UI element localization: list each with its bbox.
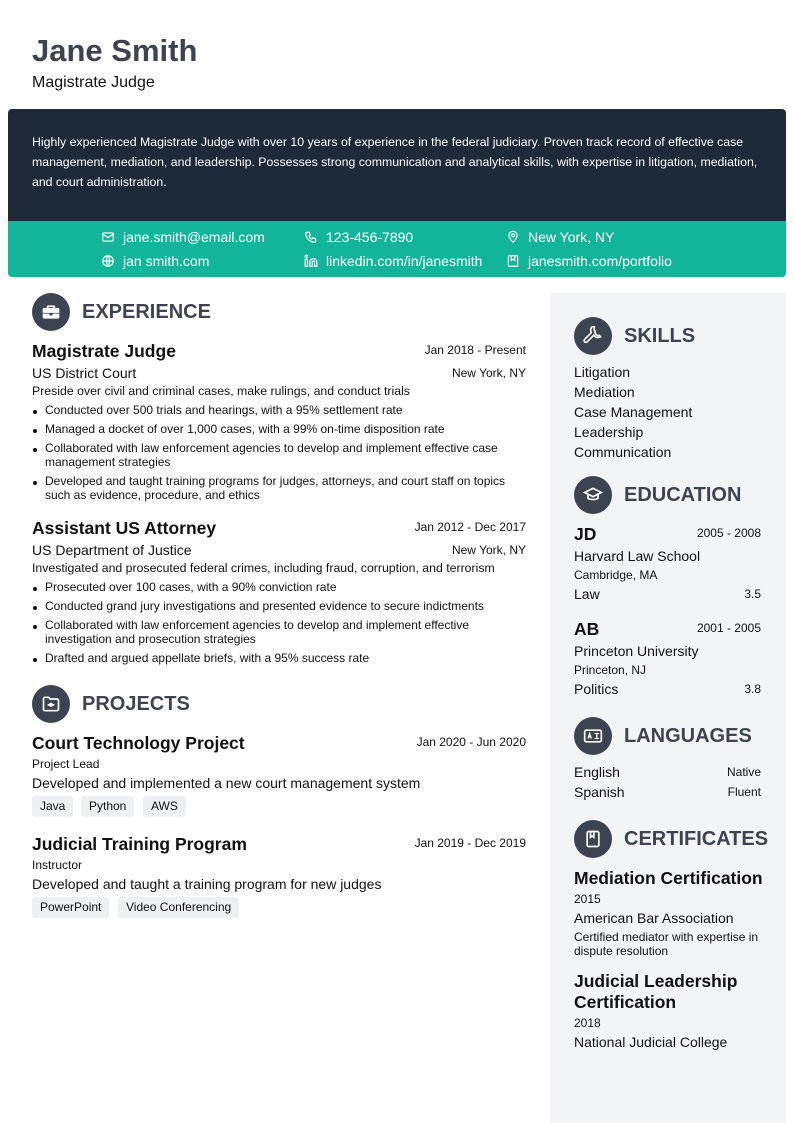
cert-description: Certified mediator with expertise in dispute resolution [574,930,759,958]
job-role: Magistrate Judge [32,341,176,361]
folder-icon [32,685,70,723]
contact-location-text: New York, NY [528,229,615,245]
job-location: New York, NY [451,543,526,557]
candidate-title: Magistrate Judge [32,74,155,91]
job-dates: Jan 2012 - Dec 2017 [414,520,526,534]
candidate-name: Jane Smith [32,33,198,68]
contact-email[interactable] [101,228,265,246]
resume-header [32,32,197,93]
project-dates: Jan 2020 - Jun 2020 [416,735,526,749]
project-description: Developed and taught a training program for new judges [32,876,382,892]
language-level: Fluent [727,785,761,799]
contact-location [506,228,614,246]
graduation-cap-icon [574,476,612,514]
contact-phone[interactable] [304,228,413,246]
job-bullets [32,403,526,507]
project-name: Judicial Training Program [32,834,247,854]
skill-item: Leadership [574,424,644,440]
contact-portfolio[interactable] [506,252,672,270]
list-item: Drafted and argued appellate briefs, with a 95% success rate [32,651,526,665]
job-org: US District Court [32,365,137,381]
skill-item: Litigation [574,364,631,380]
globe-icon [101,254,115,268]
cert-name: Mediation Certification [574,868,763,888]
tag: PowerPoint [32,897,109,918]
tag: Video Conferencing [118,897,239,918]
list-item: Developed and taught training programs for judges, attorneys, and court staff on topics such as evidence, procedure, and ethics [32,474,526,502]
skills-heading [574,317,695,355]
edu-degree: JD [574,524,597,544]
job-description: Investigated and prosecuted federal crimes, including fraud, corruption, and terrorism [32,561,495,575]
contact-linkedin[interactable] [304,252,482,270]
edu-dates: 2005 - 2008 [696,526,761,540]
job-bullets [32,580,526,670]
wrench-icon [574,317,612,355]
projects-title: PROJECTS [82,692,190,715]
project-name: Court Technology Project [32,733,245,753]
skill-item: Case Management [574,404,693,420]
edu-degree: AB [574,619,600,639]
job-dates: Jan 2018 - Present [424,343,526,357]
mail-icon [101,230,115,244]
edu-school: Harvard Law School [574,548,701,564]
summary-block [8,109,786,221]
list-item: Conducted over 500 trials and hearings, with a 95% settlement rate [32,403,526,417]
education-heading [574,476,741,514]
map-pin-icon [506,230,520,244]
edu-field: Politics [574,681,619,697]
certificates-heading [574,820,768,858]
phone-icon [304,230,318,244]
project-role: Project Lead [32,757,100,771]
language-level: Native [726,765,761,779]
job-role: Assistant US Attorney [32,518,217,538]
cert-issuer: American Bar Association [574,910,734,926]
edu-location: Princeton, NJ [574,663,647,677]
contact-website[interactable] [101,252,209,270]
edu-gpa: 3.5 [744,587,761,601]
cert-issuer: National Judicial College [574,1034,728,1050]
language-name: English [574,764,620,780]
certificates-title: CERTIFICATES [624,827,769,850]
list-item: Collaborated with law enforcement agencies to develop and implement effective case management strategies [32,441,526,469]
tag: Java [32,796,73,817]
summary-text: Highly experienced Magistrate Judge with over 10 years of experience in the federal judiciary. Proven track record of effective case management, mediation, and leadership. Possesses strong communication and analytical skills, with expertise in litigation, mediation, and court administration. [32,135,758,189]
list-item: Managed a docket of over 1,000 cases, with a 99% on-time disposition rate [32,422,526,436]
edu-school: Princeton University [574,643,699,659]
bookmark-book-icon [574,820,612,858]
list-item: Prosecuted over 100 cases, with a 90% conviction rate [32,580,526,594]
job-description: Preside over civil and criminal cases, make rulings, and conduct trials [32,384,410,398]
skill-item: Communication [574,444,672,460]
skills-title: SKILLS [624,324,696,347]
cert-year: 2018 [574,1016,601,1030]
experience-heading [32,293,211,331]
contact-email-text: jane.smith@email.com [123,229,265,245]
experience-title: EXPERIENCE [82,300,211,323]
cert-year: 2015 [574,892,601,906]
project-dates: Jan 2019 - Dec 2019 [414,836,526,850]
skill-item: Mediation [574,384,635,400]
contact-website-text: jan smith.com [123,253,210,269]
education-title: EDUCATION [624,483,742,506]
briefcase-icon [32,293,70,331]
contact-bar [8,221,786,277]
tag: AWS [143,796,186,817]
contact-phone-text: 123-456-7890 [326,229,414,245]
edu-gpa: 3.8 [744,682,761,696]
project-role: Instructor [32,858,83,872]
tag: Python [81,796,134,817]
linkedin-icon [304,254,318,268]
list-item: Collaborated with law enforcement agencies to develop and implement effective investigation and prosecution strategies [32,618,526,646]
translate-icon [574,717,612,755]
edu-field: Law [574,586,600,602]
list-item: Conducted grand jury investigations and presented evidence to secure indictments [32,599,526,613]
job-location: New York, NY [451,366,526,380]
projects-heading [32,685,190,723]
project-description: Developed and implemented a new court management system [32,775,421,791]
edu-location: Cambridge, MA [574,568,658,582]
job-org: US Department of Justice [32,542,192,558]
contact-portfolio-text: janesmith.com/portfolio [528,253,672,269]
portfolio-icon [506,254,520,268]
contact-linkedin-text: linkedin.com/in/janesmith [326,253,483,269]
cert-name: Judicial Leadership Certification [574,971,738,1012]
language-name: Spanish [574,784,625,800]
languages-title: LANGUAGES [624,724,752,747]
edu-dates: 2001 - 2005 [696,621,761,635]
languages-heading [574,717,752,755]
